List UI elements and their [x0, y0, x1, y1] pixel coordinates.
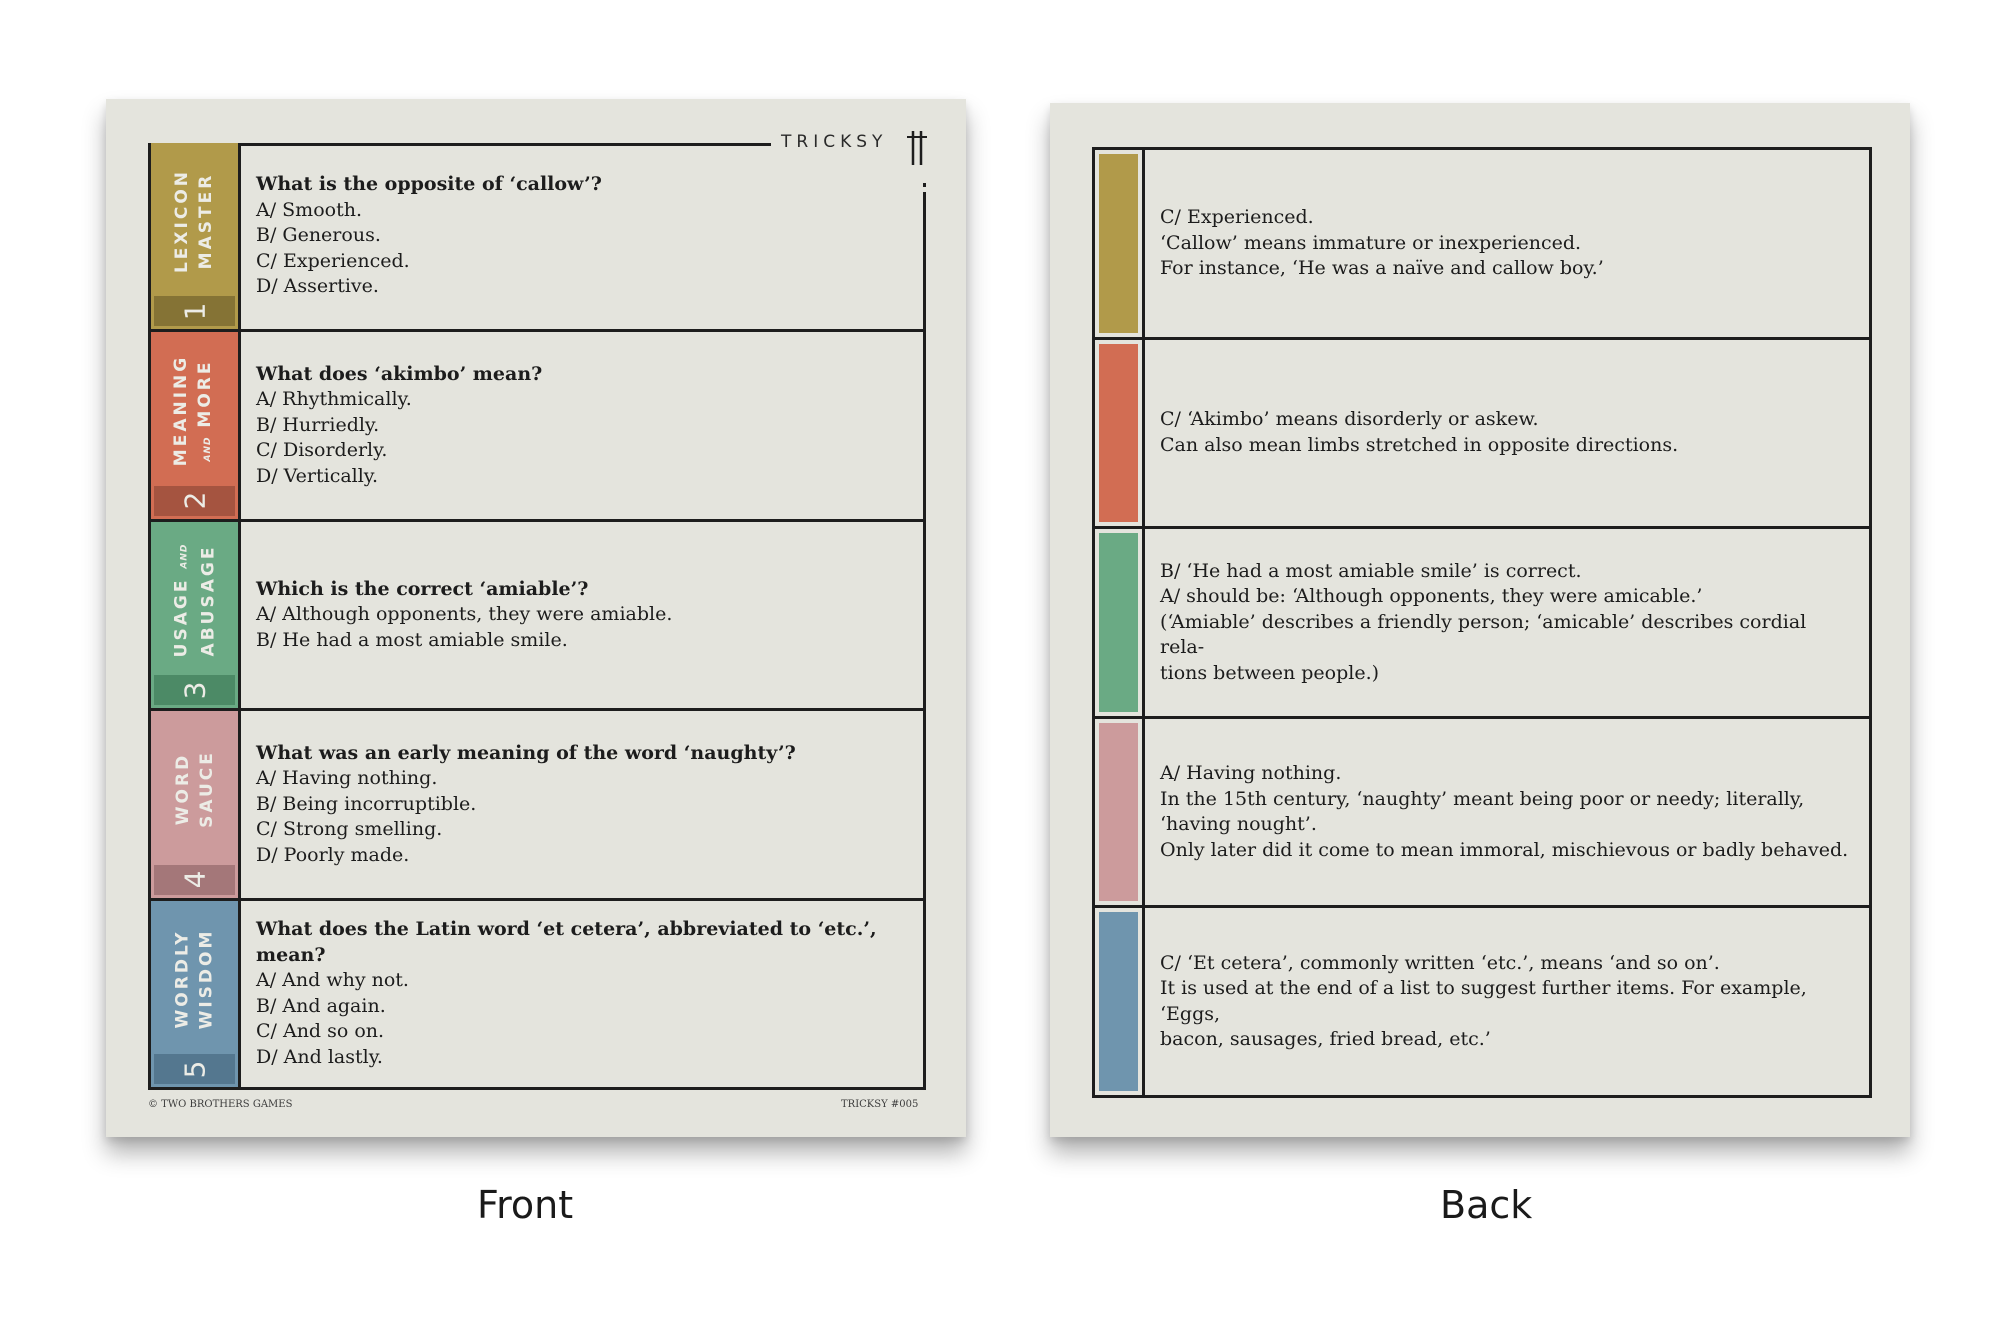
option: C/ Disorderly.	[256, 439, 388, 462]
option: A/ Although opponents, they were amiable.	[256, 603, 673, 626]
copyright-text: © TWO BROTHERS GAMES	[148, 1099, 293, 1110]
answer-block: A/ Having nothing. In the 15th century, ‘naughty’ meant being poor or needy; literally, ‘having nought’. Only later did it come to mean immoral, mischievous or badly behaved.	[1160, 762, 1849, 861]
answer-block: C/ ‘Et cetera’, commonly written ‘etc.’, means ‘and so on’. It is used at the end of a list to suggest further items. For example, ‘Eggs, bacon, sausages, fried bread, etc.’	[1160, 951, 1807, 1051]
card-number-text: TRICKSY #005	[841, 1099, 919, 1110]
back-caption: Back	[1440, 1183, 1533, 1227]
category-number: 4	[154, 865, 235, 895]
front-card	[106, 99, 966, 1137]
category-number: 3	[154, 675, 235, 705]
question-text: Which is the correct ‘amiable’?	[256, 577, 589, 600]
question-row-1	[151, 143, 926, 332]
category-label: LEXICON MASTER	[172, 169, 217, 274]
answer-block: B/ ‘He had a most amiable smile’ is correct. A/ should be: ‘Although opponents, they were amicable.’ (‘Amiable’ describes a friendly person; ‘amicable’ describes cordial rela- tions between people.)	[1160, 559, 1807, 684]
option: A/ And why not.	[256, 969, 409, 992]
question-text: What was an early meaning of the word ‘naughty’?	[256, 741, 796, 764]
option: D/ Assertive.	[256, 275, 379, 298]
category-color-bar	[1099, 344, 1138, 523]
category-tab-meaning-and-more	[151, 332, 241, 518]
answer-row-1	[1095, 150, 1869, 340]
question-row-5	[151, 901, 926, 1087]
question-row-3	[151, 522, 926, 711]
option: A/ Having nothing.	[256, 767, 438, 790]
category-label: WORDLY WISDOM	[172, 928, 217, 1030]
category-tab-lexicon-master	[151, 143, 241, 329]
option: B/ Generous.	[256, 224, 381, 247]
category-label: WORD SAUCE	[172, 750, 217, 829]
question-text: What does the Latin word ‘et cetera’, abbreviated to ‘etc.’, mean?	[256, 918, 877, 966]
question-text: What is the opposite of ‘callow’?	[256, 173, 602, 196]
category-color-bar	[1099, 723, 1138, 902]
category-color-bar	[1099, 912, 1138, 1091]
answer-block: C/ ‘Akimbo’ means disorderly or askew. Can also mean limbs stretched in opposite directions.	[1160, 408, 1679, 456]
option: C/ Experienced.	[256, 249, 410, 272]
answer-row-3	[1095, 529, 1869, 719]
question-text: What does ‘akimbo’ mean?	[256, 362, 543, 385]
back-card	[1050, 103, 1910, 1137]
answer-block: C/ Experienced. ‘Callow’ means immature or inexperienced. For instance, ‘He was a naïve and callow boy.’	[1160, 206, 1604, 280]
question-block	[241, 143, 926, 329]
category-label: MEANING AND MORE	[171, 354, 216, 467]
option: C/ Strong smelling.	[256, 818, 443, 841]
option: B/ And again.	[256, 994, 386, 1017]
question-block	[241, 522, 926, 708]
back-answer-frame	[1092, 147, 1872, 1098]
category-color-bar	[1099, 533, 1138, 712]
answer-row-5	[1095, 908, 1869, 1095]
category-number: 2	[154, 486, 235, 516]
option: D/ Vertically.	[256, 464, 379, 487]
option: B/ Being incorruptible.	[256, 792, 477, 815]
brand-name: TRICKSY	[781, 132, 888, 152]
question-row-2	[151, 332, 926, 521]
question-block	[241, 901, 926, 1087]
option: A/ Rhythmically.	[256, 388, 412, 411]
option: A/ Smooth.	[256, 198, 362, 221]
category-color-bar	[1099, 154, 1138, 333]
front-caption: Front	[477, 1183, 574, 1227]
category-number: 1	[154, 296, 235, 326]
option: B/ Hurriedly.	[256, 413, 380, 436]
question-block	[241, 711, 926, 897]
category-tab-wordly-wisdom	[151, 901, 241, 1087]
question-row-4	[151, 711, 926, 900]
option: D/ Poorly made.	[256, 843, 410, 866]
option: D/ And lastly.	[256, 1045, 383, 1068]
option: C/ And so on.	[256, 1020, 385, 1043]
answer-row-2	[1095, 340, 1869, 530]
option: B/ He had a most amiable smile.	[256, 628, 568, 651]
front-question-frame	[148, 143, 926, 1090]
category-tab-usage-and-abusage	[151, 522, 241, 708]
category-label: USAGE AND ABUSAGE	[171, 543, 219, 657]
category-tab-word-sauce	[151, 711, 241, 897]
answer-row-4	[1095, 719, 1869, 909]
category-number: 5	[154, 1054, 235, 1084]
question-block	[241, 332, 926, 518]
